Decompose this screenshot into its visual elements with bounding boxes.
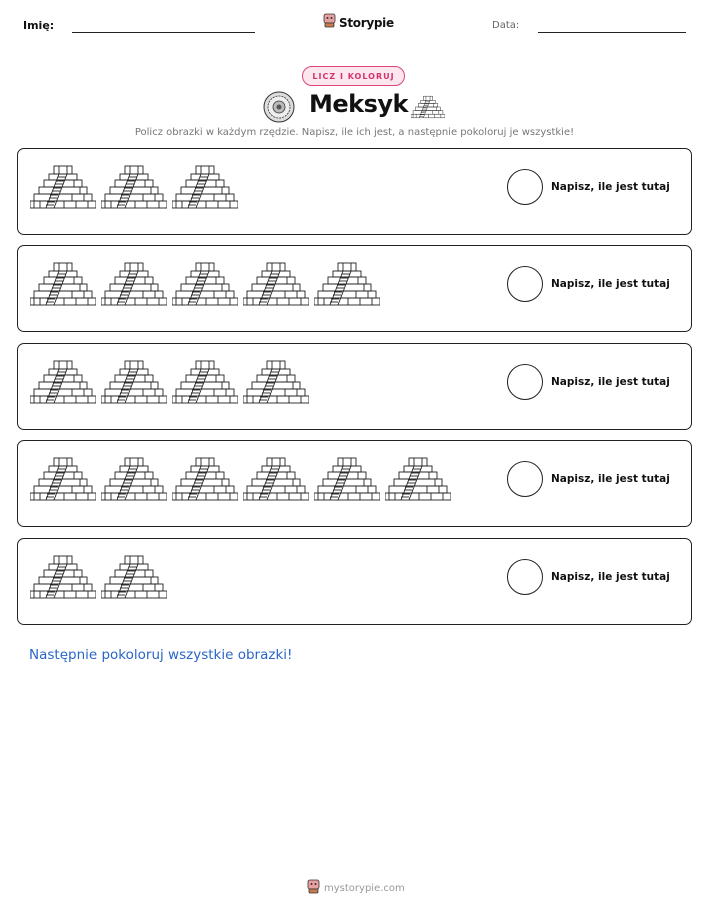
answer-hint: Napisz, ile jest tutaj <box>551 181 670 193</box>
activity-badge: LICZ I KOLORUJ <box>302 66 405 86</box>
pyramid-icon[interactable] <box>172 262 238 310</box>
brand-logo <box>323 13 394 32</box>
pyramid-icon[interactable] <box>30 360 96 408</box>
page-title: Meksyk <box>309 90 409 118</box>
storypie-mascot-icon <box>307 879 320 898</box>
date-label: Data: <box>492 20 520 31</box>
pyramid-icon[interactable] <box>172 457 238 505</box>
pyramid-group <box>30 165 238 213</box>
storypie-mascot-icon <box>323 13 336 32</box>
count-row <box>17 245 692 332</box>
pyramid-group <box>30 360 309 408</box>
pyramid-icon[interactable] <box>314 457 380 505</box>
pyramid-icon[interactable] <box>385 457 451 505</box>
answer-hint: Napisz, ile jest tutaj <box>551 571 670 583</box>
pyramid-icon[interactable] <box>314 262 380 310</box>
pyramid-icon[interactable] <box>243 457 309 505</box>
pyramid-group <box>30 262 380 310</box>
answer-hint: Napisz, ile jest tutaj <box>551 278 670 290</box>
pyramid-group <box>30 457 451 505</box>
answer-hint: Napisz, ile jest tutaj <box>551 473 670 485</box>
count-row <box>17 440 692 527</box>
footer <box>307 879 405 898</box>
name-line[interactable] <box>72 32 255 33</box>
aztec-calendar-icon <box>263 91 295 127</box>
answer-hint: Napisz, ile jest tutaj <box>551 376 670 388</box>
pyramid-icon[interactable] <box>30 165 96 213</box>
pyramid-icon[interactable] <box>101 165 167 213</box>
count-row <box>17 343 692 430</box>
count-row <box>17 538 692 625</box>
pyramid-icon[interactable] <box>30 555 96 603</box>
pyramid-icon[interactable] <box>101 457 167 505</box>
answer-circle[interactable] <box>507 169 543 205</box>
brand-name: Storypie <box>339 15 394 30</box>
color-note: Następnie pokoloruj wszystkie obrazki! <box>29 647 293 663</box>
pyramid-icon[interactable] <box>30 457 96 505</box>
answer-circle[interactable] <box>507 461 543 497</box>
name-label: Imię: <box>23 19 55 32</box>
pyramid-icon[interactable] <box>172 165 238 213</box>
pyramid-icon[interactable] <box>101 262 167 310</box>
answer-circle[interactable] <box>507 364 543 400</box>
footer-url[interactable]: mystorypie.com <box>324 883 405 894</box>
answer-circle[interactable] <box>507 559 543 595</box>
pyramid-icon[interactable] <box>30 262 96 310</box>
count-row <box>17 148 692 235</box>
pyramid-icon[interactable] <box>243 262 309 310</box>
pyramid-icon[interactable] <box>101 360 167 408</box>
date-line[interactable] <box>538 32 686 33</box>
pyramid-icon <box>411 92 445 126</box>
pyramid-icon[interactable] <box>172 360 238 408</box>
pyramid-icon[interactable] <box>243 360 309 408</box>
pyramid-icon[interactable] <box>101 555 167 603</box>
pyramid-group <box>30 555 167 603</box>
answer-circle[interactable] <box>507 266 543 302</box>
instruction-text: Policz obrazki w każdym rzędzie. Napisz, ile ich jest, a następnie pokoloruj je wszystkie! <box>134 127 575 138</box>
